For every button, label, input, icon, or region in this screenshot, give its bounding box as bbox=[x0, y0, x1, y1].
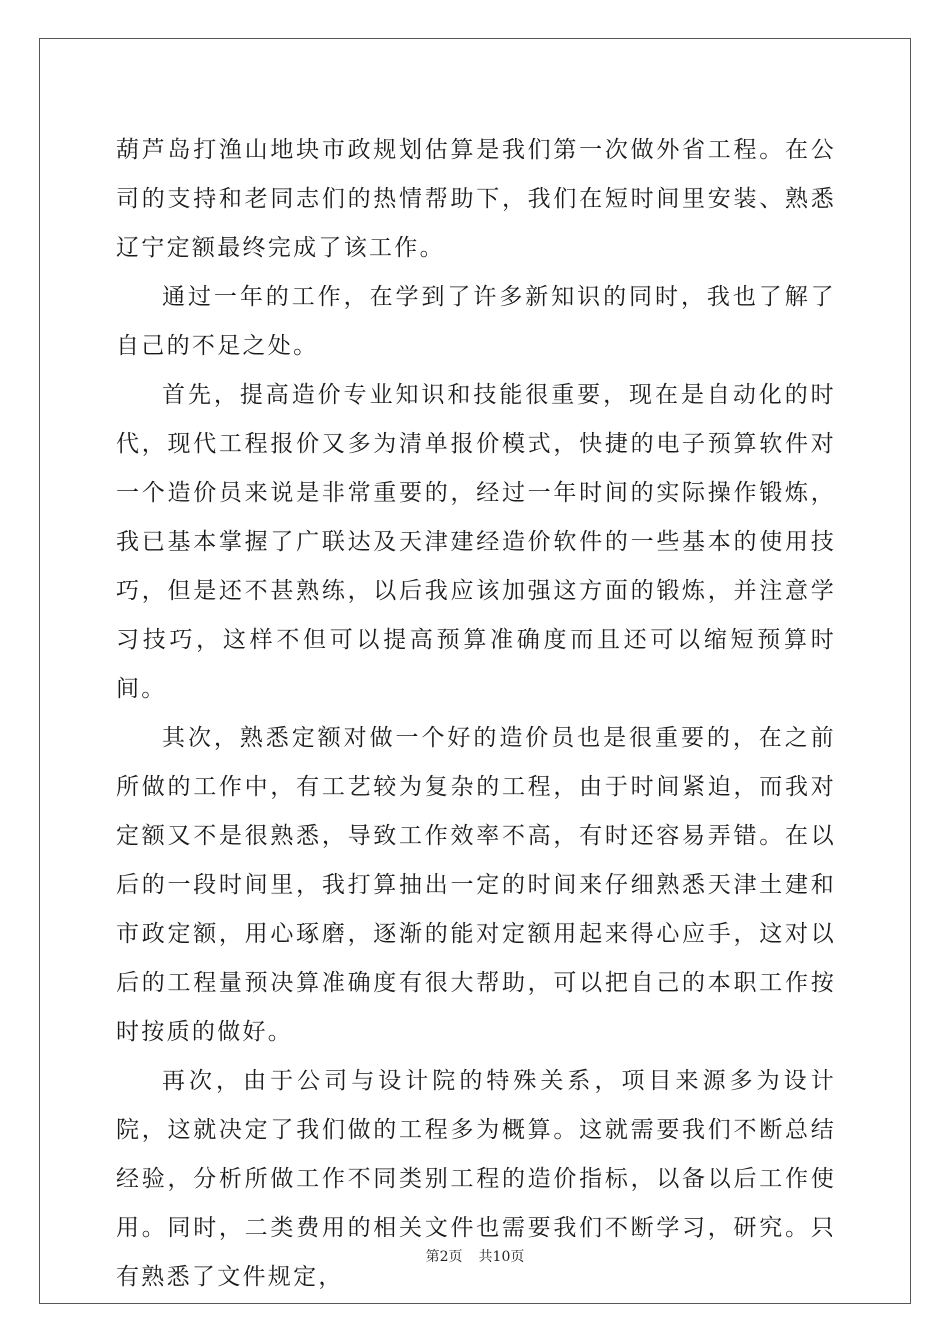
page-total: 共10页 bbox=[478, 1249, 525, 1265]
document-body bbox=[116, 126, 836, 1302]
page-footer bbox=[0, 1246, 950, 1266]
paragraph-5: 再次，由于公司与设计院的特殊关系，项目来源多为设计院，这就决定了我们做的工程多为概算。这就需要我们不断总结经验，分析所做工作不同类别工程的造价指标，以备以后工作使用。同时，二类费用的相关文件也需要我们不断学习，研究。只有熟悉了文件规定， bbox=[116, 1068, 836, 1290]
page-number: 第2页 bbox=[425, 1249, 463, 1265]
paragraph-1: 葫芦岛打渔山地块市政规划估算是我们第一次做外省工程。在公司的支持和老同志们的热情帮助下，我们在短时间里安装、熟悉辽宁定额最终完成了该工作。 bbox=[116, 137, 836, 261]
paragraph-4: 其次，熟悉定额对做一个好的造价员也是很重要的，在之前所做的工作中，有工艺较为复杂的工程，由于时间紧迫，而我对定额又不是很熟悉，导致工作效率不高，有时还容易弄错。在以后的一段时间里，我打算抽出一定的时间来仔细熟悉天津土建和市政定额，用心琢磨，逐渐的能对定额用起来得心应手，这对以后的工程量预决算准确度有很大帮助，可以把自己的本职工作按时按质的做好。 bbox=[116, 725, 836, 1045]
paragraph-2: 通过一年的工作，在学到了许多新知识的同时，我也了解了自己的不足之处。 bbox=[116, 284, 836, 359]
paragraph-3: 首先，提高造价专业知识和技能很重要，现在是自动化的时代，现代工程报价又多为清单报价模式，快捷的电子预算软件对一个造价员来说是非常重要的，经过一年时间的实际操作锻炼，我已基本掌握了广联达及天津建经造价软件的一些基本的使用技巧，但是还不甚熟练，以后我应该加强这方面的锻炼，并注意学习技巧，这样不但可以提高预算准确度而且还可以缩短预算时间。 bbox=[116, 382, 836, 702]
